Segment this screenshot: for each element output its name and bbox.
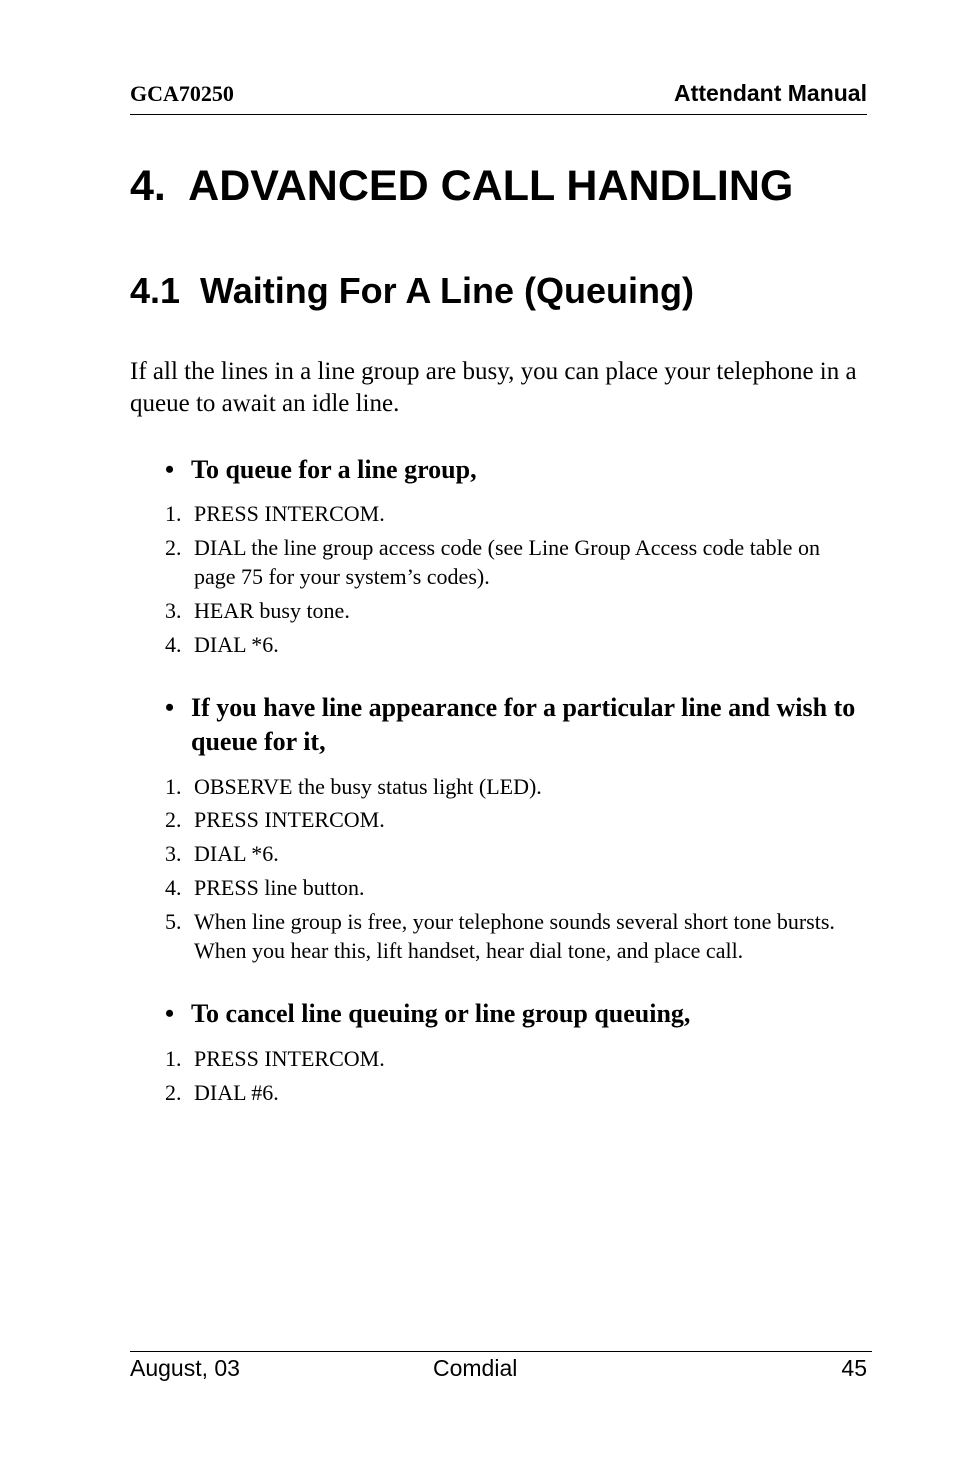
- step-text: DIAL #6.: [194, 1080, 279, 1105]
- step-text: PRESS INTERCOM.: [194, 807, 385, 832]
- step-number: 2.: [165, 807, 182, 832]
- step-text: DIAL *6.: [194, 632, 279, 657]
- step-item: [165, 772, 870, 801]
- step-number: 2.: [165, 535, 182, 560]
- step-number: 5.: [165, 909, 182, 934]
- step-item: [165, 805, 870, 834]
- procedure-heading: [165, 691, 865, 759]
- step-text: DIAL *6.: [194, 841, 279, 866]
- footer-date: August, 03: [130, 1355, 240, 1381]
- step-number: 2.: [165, 1080, 182, 1105]
- step-text: OBSERVE the busy status light (LED).: [194, 774, 542, 799]
- step-item: [165, 499, 870, 528]
- step-number: 3.: [165, 598, 182, 623]
- bullet: •: [165, 455, 175, 484]
- document-number: GCA70250: [130, 81, 234, 106]
- step-item: [165, 907, 870, 965]
- step-text: PRESS INTERCOM.: [194, 501, 385, 526]
- step-number: 1.: [165, 774, 182, 799]
- chapter-title: 4. ADVANCED CALL HANDLING: [130, 162, 794, 210]
- step-number: 1.: [165, 1046, 182, 1071]
- step-text: HEAR busy tone.: [194, 598, 350, 623]
- procedure-heading-text: If you have line appearance for a particular line and wish to queue for it,: [191, 693, 856, 756]
- step-number: 4.: [165, 632, 182, 657]
- procedure-heading-text: To cancel line queuing or line group queuing,: [191, 999, 691, 1028]
- step-text: When line group is free, your telephone sounds several short tone bursts. When you hear this, lift handset, hear dial tone, and place call.: [194, 909, 835, 963]
- bullet: •: [165, 693, 175, 722]
- step-item: [165, 839, 870, 868]
- step-number: 1.: [165, 501, 182, 526]
- step-text: PRESS line button.: [194, 875, 365, 900]
- step-item: [165, 1078, 870, 1107]
- section-title: 4.1 Waiting For A Line (Queuing): [130, 270, 694, 311]
- step-item: [165, 1044, 870, 1073]
- procedure-heading-text: To queue for a line group,: [191, 455, 477, 484]
- header-divider: [130, 114, 867, 115]
- step-number: 4.: [165, 875, 182, 900]
- step-item: [165, 596, 870, 625]
- procedure-heading: [165, 453, 865, 487]
- bullet: •: [165, 999, 175, 1028]
- step-item: [165, 533, 870, 591]
- step-text: PRESS INTERCOM.: [194, 1046, 385, 1071]
- step-number: 3.: [165, 841, 182, 866]
- footer-divider: [130, 1351, 872, 1352]
- step-text: DIAL the line group access code (see Line Group Access code table on page 75 for your system’s codes).: [194, 535, 820, 589]
- step-item: [165, 873, 870, 902]
- footer-company: Comdial: [433, 1355, 518, 1381]
- page-number: 45: [841, 1355, 867, 1381]
- manual-title: Attendant Manual: [674, 80, 867, 106]
- procedure-heading: [165, 997, 865, 1031]
- step-item: [165, 630, 870, 659]
- intro-paragraph: If all the lines in a line group are busy, you can place your telephone in a queue to await an idle line.: [130, 358, 857, 417]
